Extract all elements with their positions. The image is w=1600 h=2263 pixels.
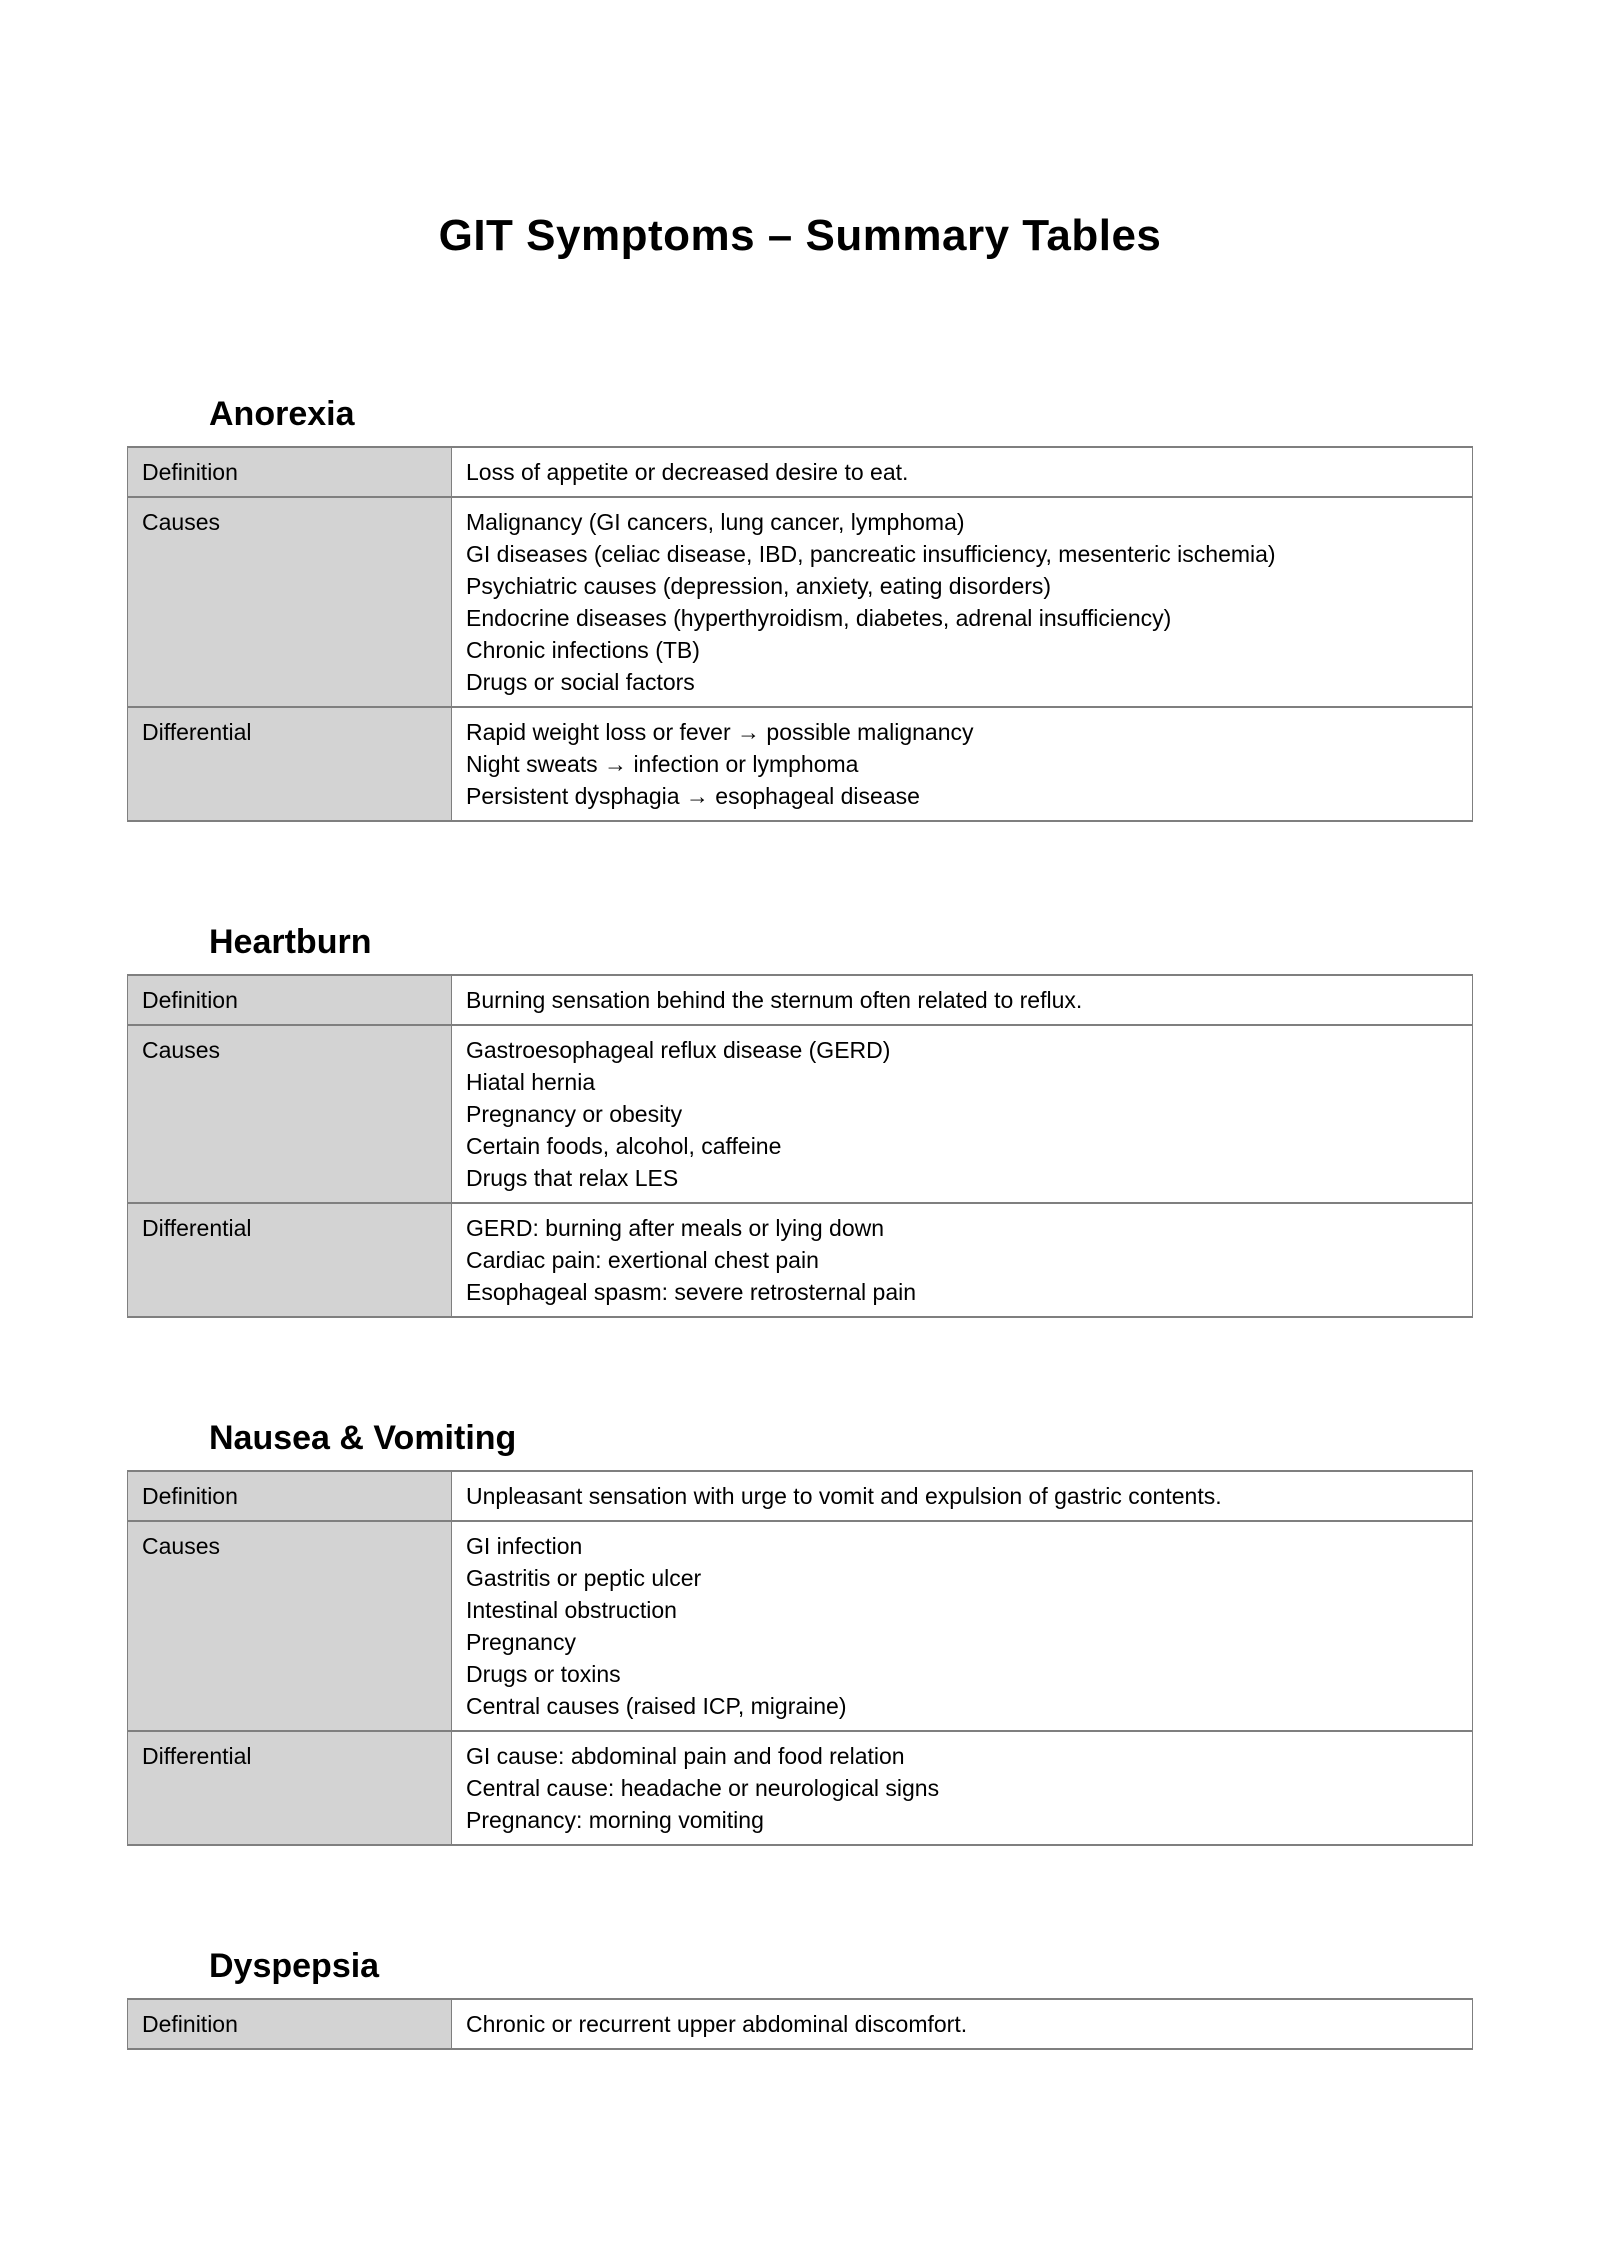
summary-table-dyspepsia [127,1998,1473,2050]
value-line: Malignancy (GI cancers, lung cancer, lymphoma) [466,509,965,535]
row-label-cell: Definition [128,1999,452,2049]
value-line: Burning sensation behind the sternum often related to reflux. [466,987,1083,1013]
section-dyspepsia [127,1946,1473,2050]
value-line: Pregnancy: morning vomiting [466,1807,764,1833]
value-line: Esophageal spasm: severe retrosternal pain [466,1279,917,1305]
row-value-cell [452,1999,1473,2049]
row-label-cell: Causes [128,1521,452,1731]
row-label-cell: Differential [128,707,452,821]
value-line: Pregnancy [466,1629,576,1655]
section-heartburn [127,922,1473,1318]
value-line: Drugs that relax LES [466,1165,679,1191]
summary-table-nausea-vomiting [127,1470,1473,1846]
value-line: Chronic or recurrent upper abdominal discomfort. [466,2011,968,2037]
row-value-cell [452,707,1473,821]
value-line: Unpleasant sensation with urge to vomit and expulsion of gastric contents. [466,1483,1222,1509]
table-row [128,1471,1473,1521]
value-line: Persistent dysphagia → esophageal disease [466,783,920,809]
summary-table-heartburn [127,974,1473,1318]
row-value-cell [452,1521,1473,1731]
value-line: Loss of appetite or decreased desire to eat. [466,459,909,485]
row-value-cell [452,447,1473,497]
row-value-cell [452,1203,1473,1317]
value-line: Drugs or toxins [466,1661,621,1687]
section-anorexia [127,394,1473,822]
value-line: Endocrine diseases (hyperthyroidism, diabetes, adrenal insufficiency) [466,605,1172,631]
section-heading-heartburn: Heartburn [209,923,372,961]
value-line: Night sweats → infection or lymphoma [466,751,859,777]
value-line: Chronic infections (TB) [466,637,700,663]
row-label-cell: Definition [128,447,452,497]
table-row [128,447,1473,497]
section-heading-anorexia: Anorexia [209,395,355,433]
section-nausea-vomiting [127,1418,1473,1846]
page-title: GIT Symptoms – Summary Tables [438,211,1162,260]
value-line: Hiatal hernia [466,1069,596,1095]
row-value-cell [452,1731,1473,1845]
value-line: Central causes (raised ICP, migraine) [466,1693,847,1719]
value-line: Drugs or social factors [466,669,695,695]
row-label-cell: Differential [128,1203,452,1317]
row-label-cell: Causes [128,1025,452,1203]
table-row [128,1203,1473,1317]
table-row [128,497,1473,707]
value-line: Psychiatric causes (depression, anxiety, eating disorders) [466,573,1052,599]
row-value-cell [452,975,1473,1025]
table-row [128,1731,1473,1845]
value-line: GI infection [466,1533,583,1559]
value-line: Central cause: headache or neurological signs [466,1775,940,1801]
value-line: GI cause: abdominal pain and food relation [466,1743,905,1769]
value-line: Gastritis or peptic ulcer [466,1565,702,1591]
row-value-cell [452,1471,1473,1521]
value-line: GERD: burning after meals or lying down [466,1215,885,1241]
row-label-cell: Definition [128,1471,452,1521]
value-line: Intestinal obstruction [466,1597,677,1623]
value-line: GI diseases (celiac disease, IBD, pancreatic insufficiency, mesenteric ischemia) [466,541,1276,567]
row-label-cell: Causes [128,497,452,707]
row-label-cell: Definition [128,975,452,1025]
table-row [128,707,1473,821]
section-heading-dyspepsia: Dyspepsia [209,1947,380,1985]
summary-table-anorexia [127,446,1473,822]
row-label-cell: Differential [128,1731,452,1845]
table-row [128,1999,1473,2049]
row-value-cell [452,497,1473,707]
value-line: Gastroesophageal reflux disease (GERD) [466,1037,891,1063]
value-line: Pregnancy or obesity [466,1101,683,1127]
row-value-cell [452,1025,1473,1203]
table-row [128,1025,1473,1203]
table-row [128,1521,1473,1731]
value-line: Cardiac pain: exertional chest pain [466,1247,819,1273]
table-row [128,975,1473,1025]
value-line: Rapid weight loss or fever → possible malignancy [466,719,974,745]
value-line: Certain foods, alcohol, caffeine [466,1133,782,1159]
section-heading-nausea-vomiting: Nausea & Vomiting [209,1419,517,1457]
